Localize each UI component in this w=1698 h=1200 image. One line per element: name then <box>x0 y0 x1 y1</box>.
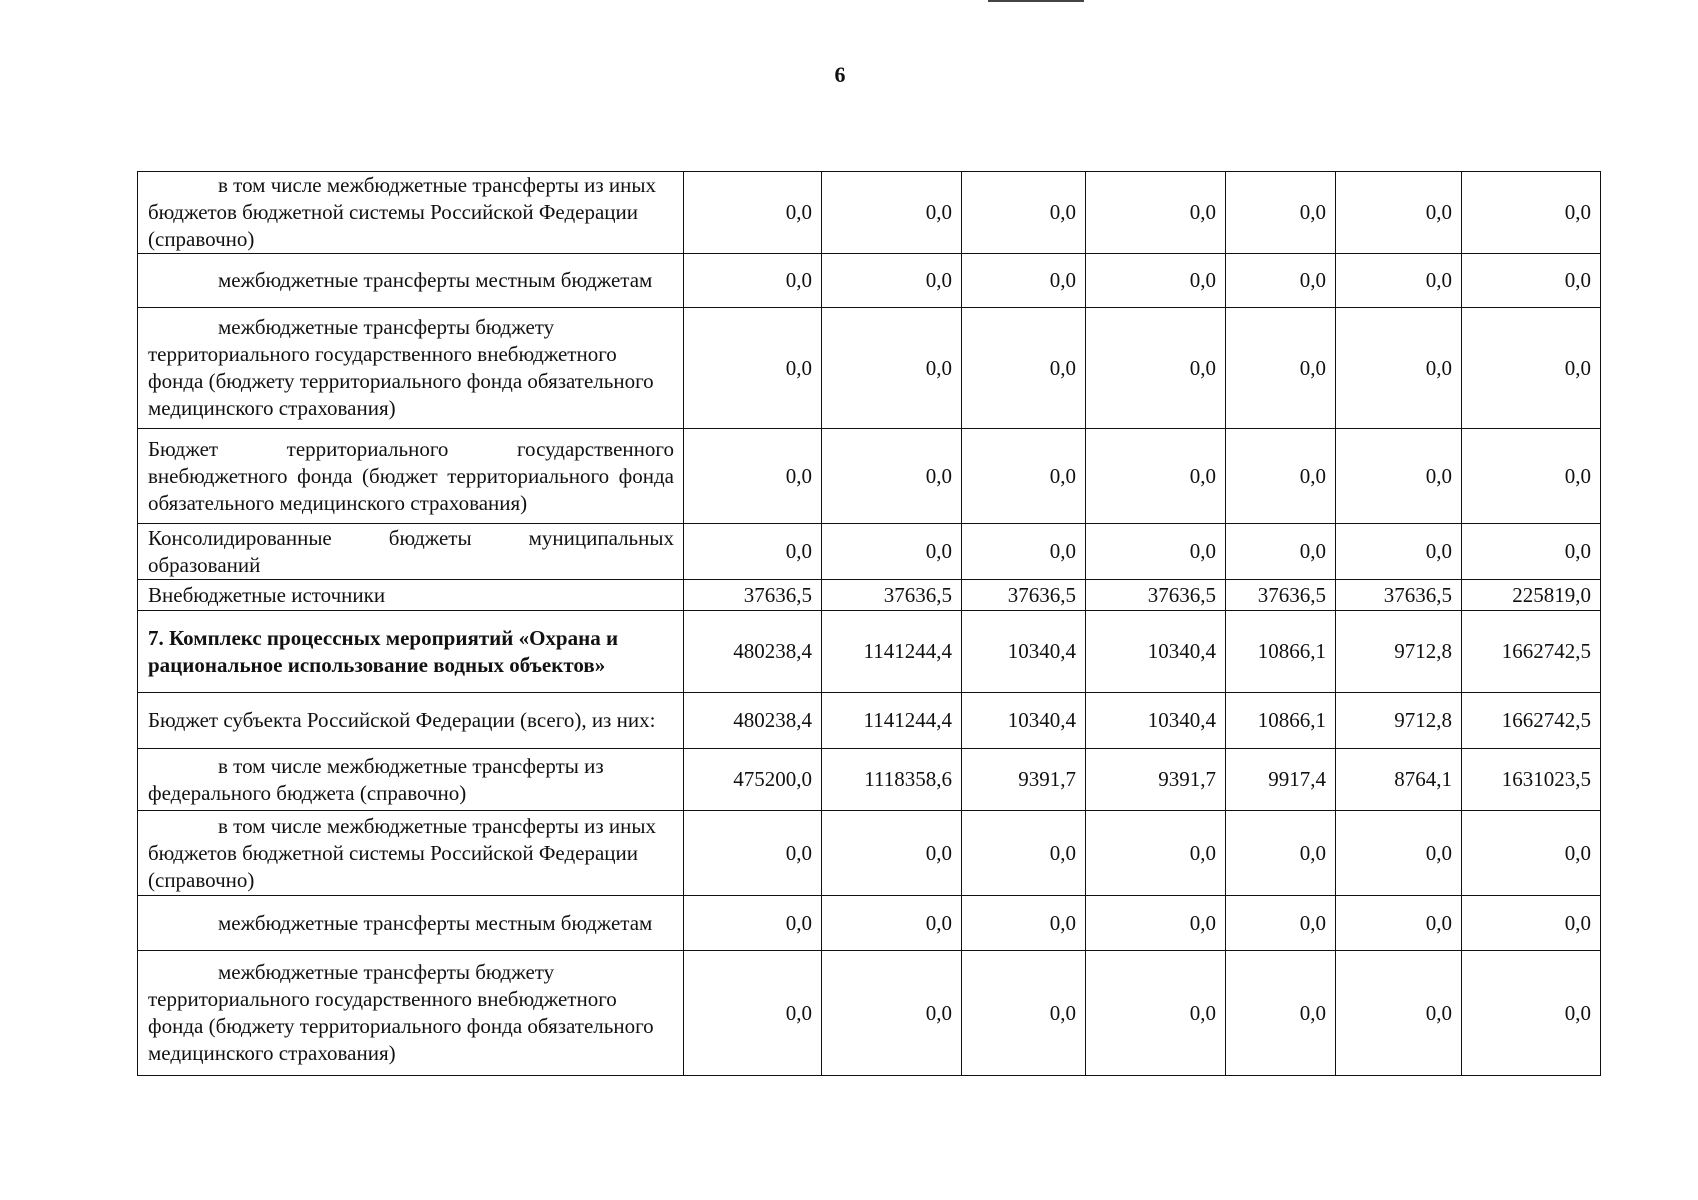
value-cell: 480238,4 <box>684 693 822 749</box>
value-cell: 10866,1 <box>1226 611 1336 693</box>
table-row <box>138 749 1601 811</box>
value-cell: 9391,7 <box>962 749 1086 811</box>
row-label-cell <box>138 749 684 811</box>
value-cell: 0,0 <box>1226 308 1336 429</box>
row-label-cell <box>138 611 684 693</box>
value-cell: 0,0 <box>1086 896 1226 951</box>
value-cell: 480238,4 <box>684 611 822 693</box>
value-cell: 0,0 <box>1226 172 1336 254</box>
value-cell: 0,0 <box>822 254 962 308</box>
table-row <box>138 308 1601 429</box>
row-label-cell <box>138 580 684 611</box>
value-cell: 1118358,6 <box>822 749 962 811</box>
value-cell: 0,0 <box>1226 524 1336 580</box>
value-cell: 0,0 <box>1226 811 1336 896</box>
value-cell: 0,0 <box>1462 172 1601 254</box>
value-cell: 0,0 <box>684 524 822 580</box>
row-label-cell <box>138 254 684 308</box>
value-cell: 0,0 <box>962 524 1086 580</box>
value-cell: 10340,4 <box>1086 693 1226 749</box>
value-cell: 10340,4 <box>962 693 1086 749</box>
value-cell: 475200,0 <box>684 749 822 811</box>
value-cell: 0,0 <box>684 811 822 896</box>
value-cell: 0,0 <box>822 896 962 951</box>
budget-table <box>137 171 1601 1076</box>
table-row <box>138 951 1601 1076</box>
value-cell: 0,0 <box>1462 896 1601 951</box>
table-row <box>138 254 1601 308</box>
row-label: межбюджетные трансферты местным бюджетам <box>218 910 653 935</box>
value-cell: 0,0 <box>822 951 962 1076</box>
row-label-cell <box>138 524 684 580</box>
row-label-cell <box>138 693 684 749</box>
value-cell: 0,0 <box>1336 308 1462 429</box>
value-cell: 0,0 <box>684 308 822 429</box>
value-cell: 0,0 <box>822 811 962 896</box>
value-cell: 1631023,5 <box>1462 749 1601 811</box>
value-cell: 0,0 <box>1336 811 1462 896</box>
value-cell: 0,0 <box>962 254 1086 308</box>
top-edge-mark <box>988 0 1084 2</box>
value-cell: 37636,5 <box>684 580 822 611</box>
row-label: межбюджетные трансферты местным бюджетам <box>218 268 653 292</box>
value-cell: 1662742,5 <box>1462 611 1601 693</box>
value-cell: 9712,8 <box>1336 693 1462 749</box>
value-cell: 0,0 <box>822 524 962 580</box>
row-label: в том числе межбюджетные трансферты из иных бюджетов бюджетной системы Российской Федерации (справочно) <box>148 173 656 251</box>
table-row <box>138 611 1601 693</box>
value-cell: 10340,4 <box>1086 611 1226 693</box>
value-cell: 0,0 <box>1462 811 1601 896</box>
row-label: Бюджет территориального государственного внебюджетного фонда (бюджет территориального фонда обязательного медицинского страхования) <box>148 436 674 515</box>
table-row <box>138 524 1601 580</box>
value-cell: 0,0 <box>684 254 822 308</box>
row-label-cell <box>138 951 684 1076</box>
value-cell: 37636,5 <box>1336 580 1462 611</box>
value-cell: 37636,5 <box>1226 580 1336 611</box>
page-number: 6 <box>834 62 846 87</box>
row-label-cell <box>138 429 684 524</box>
value-cell: 9917,4 <box>1226 749 1336 811</box>
row-label: межбюджетные трансферты бюджету территориального государственного внебюджетного фонда (бюджету территориального фонда обязательного медицинского страхования) <box>148 315 654 420</box>
table-row <box>138 811 1601 896</box>
value-cell: 0,0 <box>1086 524 1226 580</box>
value-cell: 0,0 <box>962 811 1086 896</box>
value-cell: 0,0 <box>1086 308 1226 429</box>
value-cell: 0,0 <box>822 172 962 254</box>
value-cell: 0,0 <box>962 896 1086 951</box>
value-cell: 0,0 <box>1336 524 1462 580</box>
value-cell: 1141244,4 <box>822 693 962 749</box>
table-row <box>138 693 1601 749</box>
value-cell: 1141244,4 <box>822 611 962 693</box>
table-row <box>138 896 1601 951</box>
row-label-cell <box>138 811 684 896</box>
value-cell: 0,0 <box>1086 172 1226 254</box>
value-cell: 0,0 <box>1086 254 1226 308</box>
row-label-cell <box>138 308 684 429</box>
row-label: в том числе межбюджетные трансферты из федерального бюджета (справочно) <box>148 753 604 805</box>
value-cell: 0,0 <box>1462 429 1601 524</box>
value-cell: 0,0 <box>822 429 962 524</box>
value-cell: 0,0 <box>684 896 822 951</box>
value-cell: 0,0 <box>1336 896 1462 951</box>
value-cell: 0,0 <box>1336 429 1462 524</box>
row-label: Консолидированные бюджеты муниципальных образований <box>148 525 674 577</box>
value-cell: 0,0 <box>1086 811 1226 896</box>
value-cell: 0,0 <box>1336 951 1462 1076</box>
table-body <box>138 172 1601 1076</box>
value-cell: 10866,1 <box>1226 693 1336 749</box>
row-label: межбюджетные трансферты бюджету территориального государственного внебюджетного фонда (бюджету территориального фонда обязательного медицинского страхования) <box>148 960 654 1065</box>
value-cell: 0,0 <box>1226 896 1336 951</box>
value-cell: 0,0 <box>962 172 1086 254</box>
value-cell: 9712,8 <box>1336 611 1462 693</box>
value-cell: 37636,5 <box>1086 580 1226 611</box>
value-cell: 37636,5 <box>822 580 962 611</box>
value-cell: 225819,0 <box>1462 580 1601 611</box>
value-cell: 0,0 <box>962 429 1086 524</box>
value-cell: 37636,5 <box>962 580 1086 611</box>
table-row <box>138 172 1601 254</box>
value-cell: 0,0 <box>1462 254 1601 308</box>
row-label: 7. Комплекс процессных мероприятий «Охрана и рациональное использование водных объектов» <box>148 625 619 677</box>
table-row <box>138 580 1601 611</box>
value-cell: 0,0 <box>684 429 822 524</box>
row-label: Внебюджетные источники <box>148 582 386 607</box>
value-cell: 9391,7 <box>1086 749 1226 811</box>
value-cell: 10340,4 <box>962 611 1086 693</box>
value-cell: 0,0 <box>822 308 962 429</box>
value-cell: 0,0 <box>1462 308 1601 429</box>
row-label-cell <box>138 896 684 951</box>
row-label: Бюджет субъекта Российской Федерации (всего), из них: <box>148 708 656 732</box>
row-label-cell <box>138 172 684 254</box>
value-cell: 0,0 <box>962 951 1086 1076</box>
value-cell: 1662742,5 <box>1462 693 1601 749</box>
value-cell: 0,0 <box>1226 254 1336 308</box>
value-cell: 0,0 <box>1086 429 1226 524</box>
value-cell: 0,0 <box>1462 951 1601 1076</box>
value-cell: 0,0 <box>684 172 822 254</box>
value-cell: 0,0 <box>1086 951 1226 1076</box>
value-cell: 0,0 <box>1462 524 1601 580</box>
value-cell: 0,0 <box>684 951 822 1076</box>
row-label: в том числе межбюджетные трансферты из иных бюджетов бюджетной системы Российской Федерации (справочно) <box>148 813 656 892</box>
table-row <box>138 429 1601 524</box>
value-cell: 0,0 <box>1226 429 1336 524</box>
value-cell: 0,0 <box>1336 254 1462 308</box>
value-cell: 0,0 <box>1226 951 1336 1076</box>
value-cell: 0,0 <box>962 308 1086 429</box>
value-cell: 0,0 <box>1336 172 1462 254</box>
value-cell: 8764,1 <box>1336 749 1462 811</box>
